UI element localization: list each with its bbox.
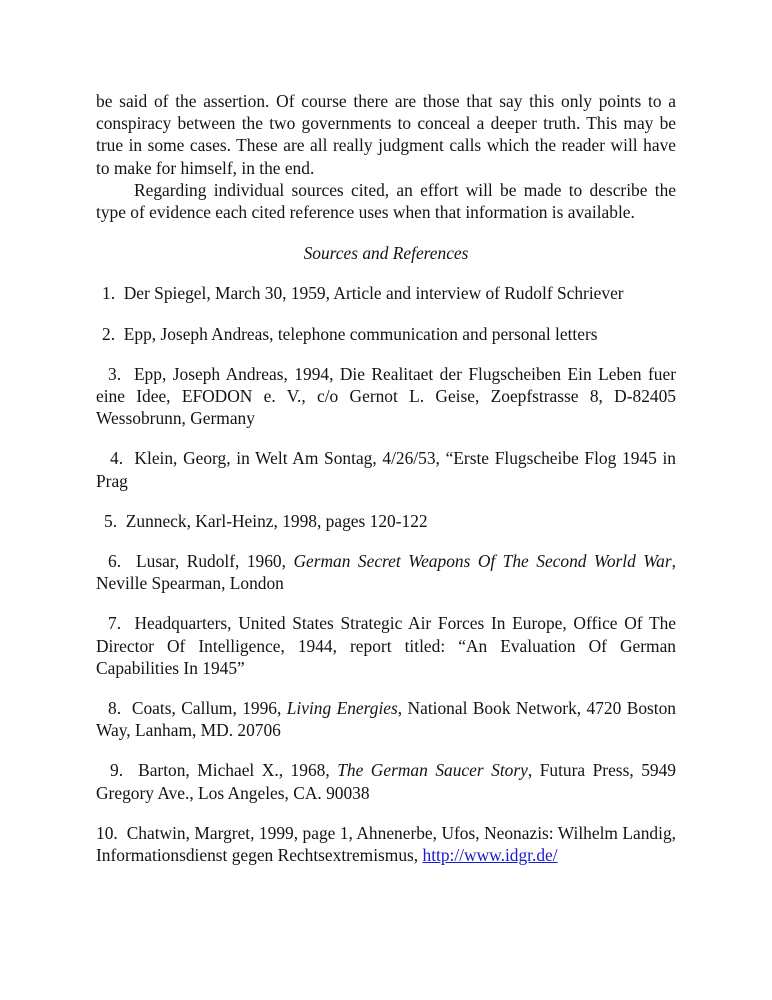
- reference-item-10: [96, 822, 676, 866]
- reference-text-post: , Neville Spearman, London: [96, 551, 676, 594]
- reference-text-post: , National Book Network, 4720 Boston Way, Lanham, MD. 20706: [96, 698, 677, 741]
- reference-text: Chatwin, Margret, 1999, page 1, Ahnenerbe, Ufos, Neonazis: Wilhelm Landig, Informationsdienst gegen Rechtsextremismus,: [96, 822, 676, 866]
- reference-text-pre: Barton, Michael X., 1968,: [138, 760, 338, 781]
- reference-item-1: [96, 282, 676, 304]
- reference-item-6: [96, 550, 676, 594]
- reference-number: 8.: [108, 698, 122, 719]
- reference-title: German Secret Weapons Of The Second World War: [293, 551, 672, 572]
- reference-title: The German Saucer Story: [337, 760, 528, 781]
- reference-number: 2.: [102, 323, 116, 344]
- reference-title: Living Energies: [286, 698, 398, 719]
- reference-item-7: [96, 612, 676, 679]
- reference-text-post: , Futura Press, 5949 Gregory Ave., Los Angeles, CA. 90038: [96, 760, 676, 803]
- reference-text: Der Spiegel, March 30, 1959, Article and interview of Rudolf Schriever: [123, 283, 624, 304]
- body-paragraph-2: Regarding individual sources cited, an effort will be made to describe the type of evidence each cited reference uses when that information is available.: [96, 179, 676, 223]
- reference-item-3: [96, 363, 676, 430]
- reference-item-9: [96, 759, 676, 803]
- reference-text: Epp, Joseph Andreas, telephone communication and personal letters: [123, 323, 598, 344]
- document-page: [96, 90, 676, 866]
- reference-number: 10.: [96, 822, 118, 843]
- reference-text: Headquarters, United States Strategic Air Forces In Europe, Office Of The Director Of Intelligence, 1944, report titled: “An Evaluation Of German Capabilities In 1945”: [96, 613, 676, 678]
- reference-text-pre: Coats, Callum, 1996,: [131, 698, 287, 719]
- reference-text: Epp, Joseph Andreas, 1994, Die Realitaet der Flugscheiben Ein Leben fuer eine Idee, EFODON e. V., c/o Gernot L. Geise, Zoepfstrasse 8, D-82405 Wessobrunn, Germany: [96, 363, 676, 429]
- reference-number: 4.: [110, 448, 124, 469]
- reference-number: 3.: [108, 363, 122, 384]
- reference-number: 5.: [104, 510, 118, 531]
- reference-link[interactable]: http://www.idgr.de/: [422, 845, 558, 866]
- reference-item-5: [96, 510, 676, 532]
- body-paragraph-1: be said of the assertion. Of course there are those that say this only points to a conspiracy between the two governments to conceal a deeper truth. This may be true in some cases. These are all really judgment calls which the reader will have to make for himself, in the end.: [96, 91, 676, 178]
- reference-number: 6.: [108, 551, 122, 572]
- references-heading: Sources and References: [303, 243, 469, 264]
- reference-text-pre: Lusar, Rudolf, 1960,: [136, 551, 294, 572]
- reference-text: Klein, Georg, in Welt Am Sontag, 4/26/53, “Erste Flugscheibe Flog 1945 in Prag: [96, 448, 676, 491]
- reference-number: 7.: [108, 613, 122, 634]
- reference-number: 9.: [110, 760, 124, 781]
- reference-text: Zunneck, Karl-Heinz, 1998, pages 120-122: [125, 510, 428, 531]
- references-list: [96, 282, 676, 866]
- reference-item-2: [96, 323, 676, 345]
- reference-number: 1.: [102, 283, 116, 304]
- reference-item-8: [96, 697, 676, 741]
- reference-item-4: [96, 447, 676, 491]
